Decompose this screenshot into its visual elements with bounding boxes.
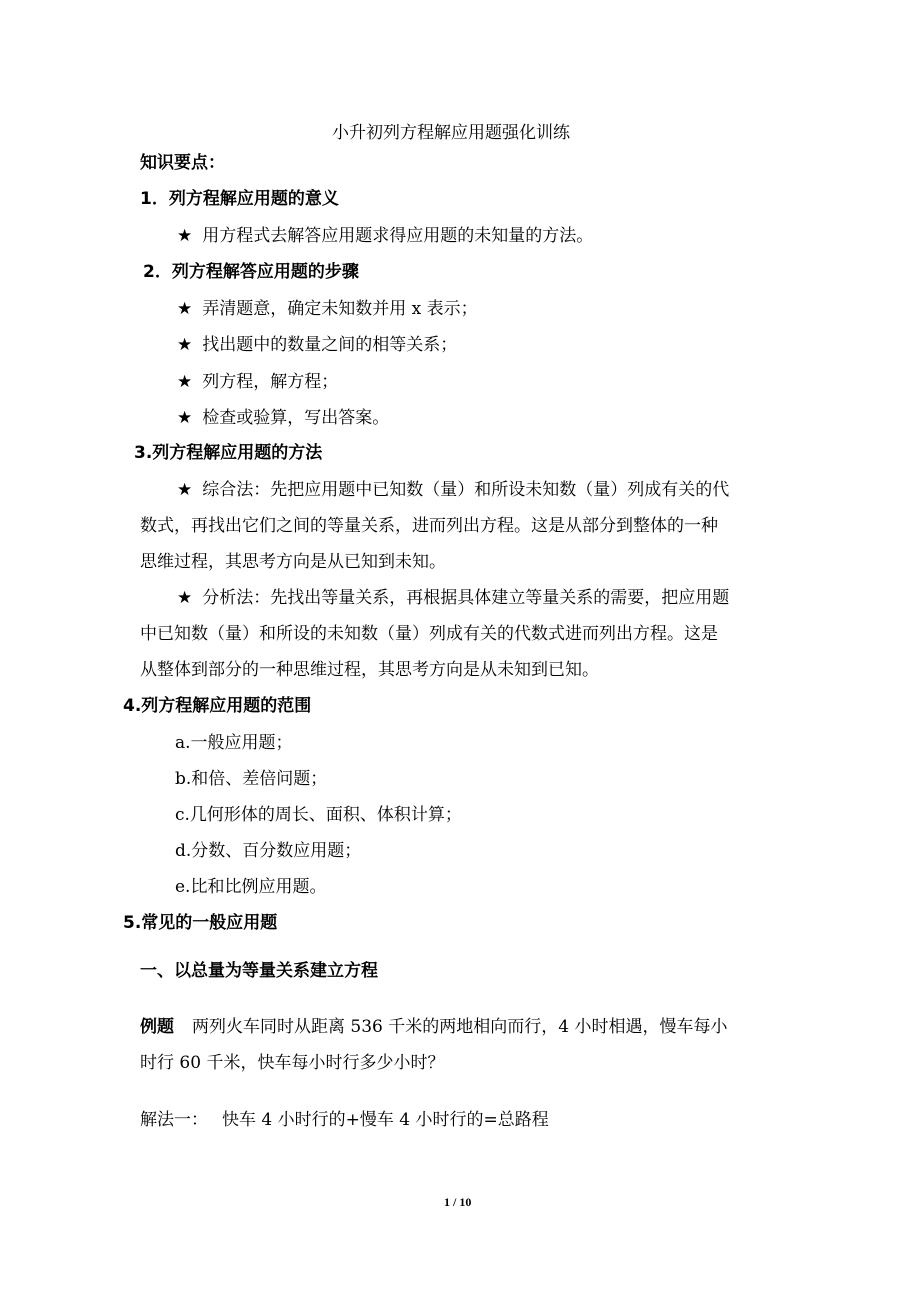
section-3-heading: 3.列方程解应用题的方法 bbox=[134, 443, 323, 463]
star-icon: ★ bbox=[177, 335, 193, 355]
paragraph-line: 中已知数（量）和所设的未知数（量）列成有关的代数式进而列出方程。这是 bbox=[140, 624, 718, 644]
list-item: c.几何形体的周长、面积、体积计算； bbox=[175, 805, 462, 825]
list-item: e.比和比例应用题。 bbox=[175, 877, 327, 897]
paragraph-line: 思维过程，其思考方向是从已知到未知。 bbox=[140, 552, 446, 572]
star-icon: ★ bbox=[177, 226, 193, 246]
paragraph-line: ★ 综合法：先把应用题中已知数（量）和所设未知数（量）列成有关的代 bbox=[177, 480, 730, 500]
subsection-heading: 一、以总量为等量关系建立方程 bbox=[140, 961, 378, 981]
star-icon: ★ bbox=[177, 408, 193, 428]
star-icon: ★ bbox=[177, 480, 193, 500]
paragraph-line: 从整体到部分的一种思维过程，其思考方向是从未知到已知。 bbox=[140, 660, 599, 680]
section-5-heading: 5.常见的一般应用题 bbox=[123, 913, 278, 933]
solution-label: 解法一： bbox=[140, 1110, 208, 1130]
knowledge-heading: 知识要点： bbox=[140, 153, 225, 173]
section-2-heading: 2．列方程解答应用题的步骤 bbox=[143, 262, 359, 282]
bullet-item: ★ 检查或验算，写出答案。 bbox=[177, 408, 390, 428]
paragraph-line: ★ 分析法：先找出等量关系，再根据具体建立等量关系的需要，把应用题 bbox=[177, 588, 730, 608]
list-item: d.分数、百分数应用题； bbox=[175, 841, 362, 861]
example-label: 例题 bbox=[140, 1017, 174, 1037]
star-icon: ★ bbox=[177, 299, 193, 319]
bullet-item: ★ 列方程，解方程； bbox=[177, 372, 339, 392]
bullet-item: ★ 用方程式去解答应用题求得应用题的未知量的方法。 bbox=[177, 226, 594, 246]
bullet-item: ★ 找出题中的数量之间的相等关系； bbox=[177, 335, 458, 355]
list-item: b.和倍、差倍问题； bbox=[175, 769, 328, 789]
page-number: 1 / 10 bbox=[444, 1195, 472, 1209]
list-item: a.一般应用题； bbox=[175, 733, 293, 753]
section-1-heading: 1．列方程解应用题的意义 bbox=[140, 189, 339, 209]
section-4-heading: 4.列方程解应用题的范围 bbox=[123, 696, 312, 716]
bullet-item: ★ 弄清题意，确定未知数并用 x 表示； bbox=[177, 299, 478, 319]
solution-line: 解法一： 快车 4 小时行的+慢车 4 小时行的=总路程 bbox=[140, 1110, 549, 1130]
paragraph-line: 数式，再找出它们之间的等量关系，进而列出方程。这是从部分到整体的一种 bbox=[140, 516, 718, 536]
example-line: 时行 60 千米，快车每小时行多少小时？ bbox=[140, 1053, 445, 1073]
star-icon: ★ bbox=[177, 588, 193, 608]
star-icon: ★ bbox=[177, 372, 193, 392]
document-title: 小升初列方程解应用题强化训练 bbox=[332, 123, 570, 143]
example-line: 例题 两列火车同时从距离 536 千米的两地相向而行，4 小时相遇，慢车每小 bbox=[140, 1017, 728, 1037]
